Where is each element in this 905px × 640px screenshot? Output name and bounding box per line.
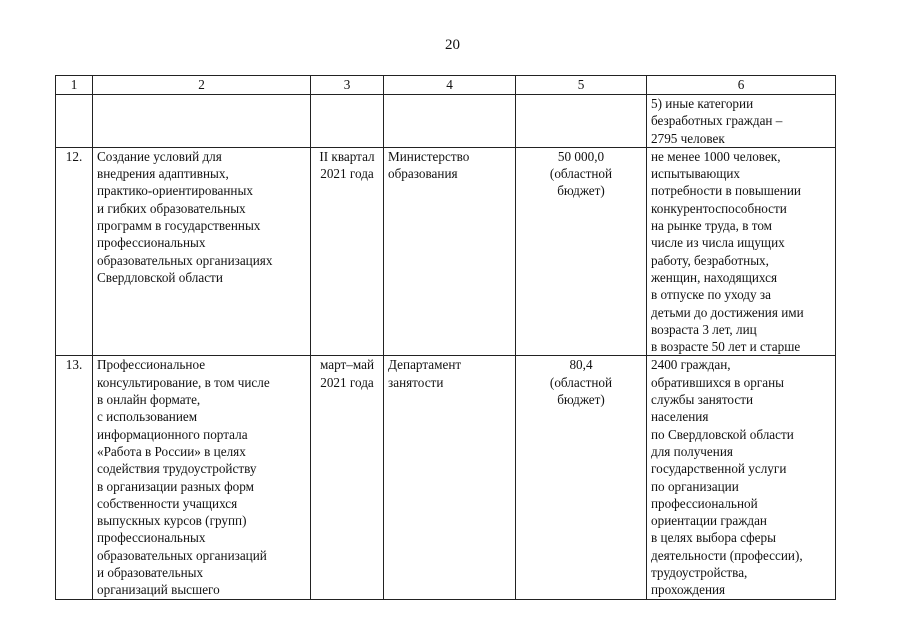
- row-number: 12.: [56, 147, 93, 356]
- cell-text-line: не менее 1000 человек,: [651, 148, 781, 164]
- cell-text-line: и образовательных: [97, 565, 204, 581]
- cell-text-line: (областной: [549, 166, 613, 182]
- cell-text-line: деятельности (профессии),: [651, 547, 803, 563]
- cell-text-line: государственной услуги: [651, 461, 787, 477]
- table-cell: [56, 95, 93, 148]
- cell-text-line: испытывающих: [651, 166, 741, 182]
- cell-text-line: женщин, находящихся: [651, 269, 778, 285]
- cell-text-line: прохождения: [651, 582, 726, 598]
- cell-text-line: март–май: [319, 357, 375, 373]
- executor-cell: [384, 356, 516, 599]
- table-cell: [384, 95, 516, 148]
- cell-text-line: Профессиональное: [97, 357, 206, 373]
- column-header: 6: [647, 76, 836, 95]
- executor-cell: [384, 147, 516, 356]
- column-header: 5: [516, 76, 647, 95]
- period-cell: [311, 356, 384, 599]
- cell-text-line: 2795 человек: [651, 130, 725, 146]
- plan-table: [55, 75, 836, 600]
- column-header: 4: [384, 76, 516, 95]
- cell-text-line: 5) иные категории: [651, 96, 754, 111]
- cell-text-line: ориентации граждан: [651, 513, 767, 529]
- cell-text-line: для получения: [651, 443, 733, 459]
- table-cell: [311, 95, 384, 148]
- cell-text-line: 50 000,0: [557, 148, 605, 164]
- action-cell: [93, 147, 311, 356]
- cell-text-line: по Свердловской области: [651, 426, 794, 442]
- cell-text-line: в онлайн формате,: [97, 392, 201, 408]
- row-number: 13.: [56, 356, 93, 599]
- cell-text-line: профессиональных: [97, 530, 206, 546]
- cell-text-line: Министерство: [388, 148, 470, 164]
- funding-cell: [516, 356, 647, 599]
- cell-text-line: профессиональных: [97, 235, 206, 251]
- cell-text-line: детьми до достижения ими: [651, 304, 804, 320]
- cell-text-line: образовательных организациях: [97, 252, 273, 268]
- cell-text-line: и гибких образовательных: [97, 200, 246, 216]
- cell-text-line: (областной: [549, 374, 613, 390]
- cell-text-line: на рынке труда, в том: [651, 218, 773, 234]
- cell-text-line: внедрения адаптивных,: [97, 166, 229, 182]
- cell-text-line: потребности в повышении: [651, 183, 801, 199]
- table-row-continuation: [56, 95, 836, 148]
- cell-text-line: II квартал: [319, 148, 375, 164]
- cell-text-line: образования: [388, 166, 458, 182]
- cell-text-line: трудоустройства,: [651, 565, 748, 581]
- cell-text-line: «Работа в России» в целях: [97, 443, 246, 459]
- page-number: 20: [445, 37, 460, 53]
- cell-text-line: собственности учащихся: [97, 495, 238, 511]
- cell-text-line: бюджет): [557, 183, 605, 199]
- table-row: [56, 356, 836, 599]
- cell-text-line: безработных граждан –: [651, 113, 783, 129]
- funding-cell: [516, 147, 647, 356]
- table-row: [56, 147, 836, 356]
- cell-text-line: 2021 года: [320, 374, 374, 390]
- table-cell: [93, 95, 311, 148]
- cell-text-line: 2021 года: [320, 166, 374, 182]
- column-header: 2: [93, 76, 311, 95]
- cell-text-line: работу, безработных,: [651, 252, 769, 268]
- cell-text-line: числе из числа ищущих: [651, 235, 785, 251]
- cell-text-line: обратившихся в органы: [651, 374, 784, 390]
- table-cell: [516, 95, 647, 148]
- cell-text-line: программ в государственных: [97, 218, 261, 234]
- cell-text-line: по организации: [651, 478, 739, 494]
- cell-text-line: в отпуске по уходу за: [651, 287, 771, 303]
- cell-text-line: в организации разных форм: [97, 478, 254, 494]
- cell-text-line: 80,4: [569, 357, 593, 373]
- cell-text-line: практико-ориентированных: [97, 183, 253, 199]
- column-header: 1: [56, 76, 93, 95]
- result-cell: [647, 356, 836, 599]
- cell-text-line: возраста 3 лет, лиц: [651, 321, 757, 337]
- cell-text-line: службы занятости: [651, 392, 754, 408]
- cell-text-line: бюджет): [557, 392, 605, 408]
- cell-text-line: Создание условий для: [97, 148, 222, 164]
- cell-text-line: с использованием: [97, 409, 198, 425]
- cell-text-line: в целях выбора сферы: [651, 530, 776, 546]
- cell-text-line: информационного портала: [97, 426, 248, 442]
- cell-text-line: 2400 граждан,: [651, 357, 731, 373]
- result-cell: [647, 147, 836, 356]
- cell-text-line: конкурентоспособности: [651, 200, 787, 216]
- period-cell: [311, 147, 384, 356]
- result-cell: [647, 95, 836, 148]
- cell-text-line: консультирование, в том числе: [97, 374, 270, 390]
- cell-text-line: содействия трудоустройству: [97, 461, 257, 477]
- column-header: 3: [311, 76, 384, 95]
- cell-text-line: выпускных курсов (групп): [97, 513, 247, 529]
- cell-text-line: населения: [651, 409, 709, 425]
- cell-text-line: профессиональной: [651, 495, 758, 511]
- cell-text-line: образовательных организаций: [97, 547, 267, 563]
- cell-text-line: организаций высшего: [97, 582, 220, 598]
- cell-text-line: занятости: [388, 374, 444, 390]
- cell-text-line: в возрасте 50 лет и старше: [651, 339, 801, 355]
- table-header-row: [56, 76, 836, 95]
- cell-text-line: Департамент: [388, 357, 462, 373]
- cell-text-line: Свердловской области: [97, 269, 223, 285]
- action-cell: [93, 356, 311, 599]
